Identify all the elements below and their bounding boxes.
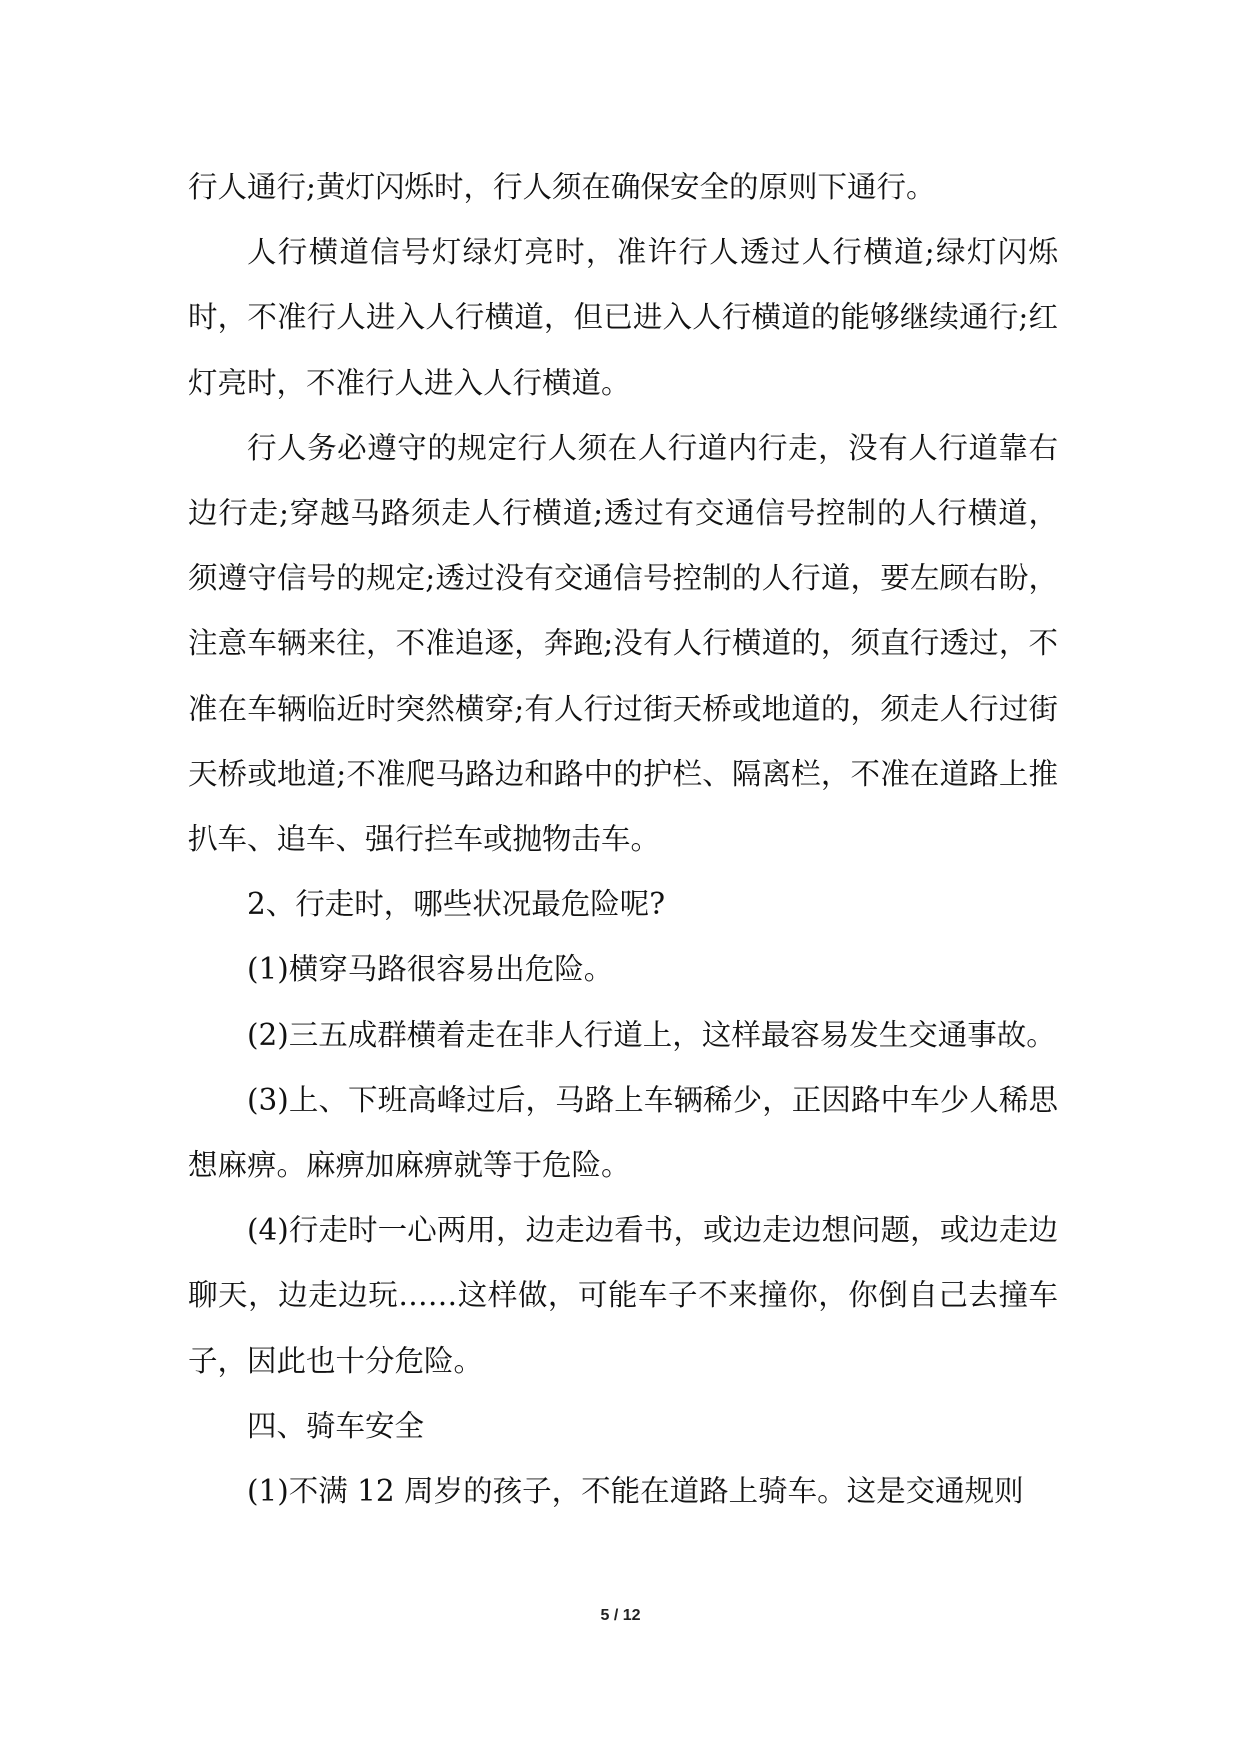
paragraph: (1)横穿马路很容易出危险。 bbox=[247, 952, 614, 987]
document-body bbox=[188, 155, 1058, 1524]
paragraph: (4)行走时一心两用，边走边看书，或边走边想问题，或边走边聊天，边走边玩……这样做，可能车子不来撞你，你倒自己去撞车子，因此也十分危险。 bbox=[188, 1213, 1058, 1378]
paragraph: 行人务必遵守的规定行人须在人行道内行走，没有人行道靠右边行走;穿越马路须走人行横道;透过有交通信号控制的人行横道，须遵守信号的规定;透过没有交通信号控制的人行道，要左顾右盼，注意车辆来往，不准追逐，奔跑;没有人行横道的，须直行透过，不准在车辆临近时突然横穿;有人行过街天桥或地道的，须走人行过街天桥或地道;不准爬马路边和路中的护栏、隔离栏，不准在道路上推扒车、追车、强行拦车或抛物击车。 bbox=[188, 430, 1058, 857]
paragraph: 行人通行;黄灯闪烁时，行人须在确保安全的原则下通行。 bbox=[188, 170, 936, 204]
paragraph: (2)三五成群横着走在非人行道上，这样最容易发生交通事故。 bbox=[247, 1017, 1056, 1052]
section-heading: 四、骑车安全 bbox=[247, 1408, 425, 1443]
paragraph: 人行横道信号灯绿灯亮时，准许行人透过人行横道;绿灯闪烁时，不准行人进入人行横道，但已进入人行横道的能够继续通行;红灯亮时，不准行人进入人行横道。 bbox=[188, 235, 1058, 400]
paragraph: (3)上、下班高峰过后，马路上车辆稀少，正因路中车少人稀思想麻痹。麻痹加麻痹就等于危险。 bbox=[188, 1082, 1058, 1183]
page-number: 5 / 12 bbox=[600, 1607, 641, 1624]
paragraph: (1)不满 12 周岁的孩子，不能在道路上骑车。这是交通规则 bbox=[247, 1474, 1024, 1509]
paragraph: 2、行走时，哪些状况最危险呢? bbox=[247, 887, 666, 922]
